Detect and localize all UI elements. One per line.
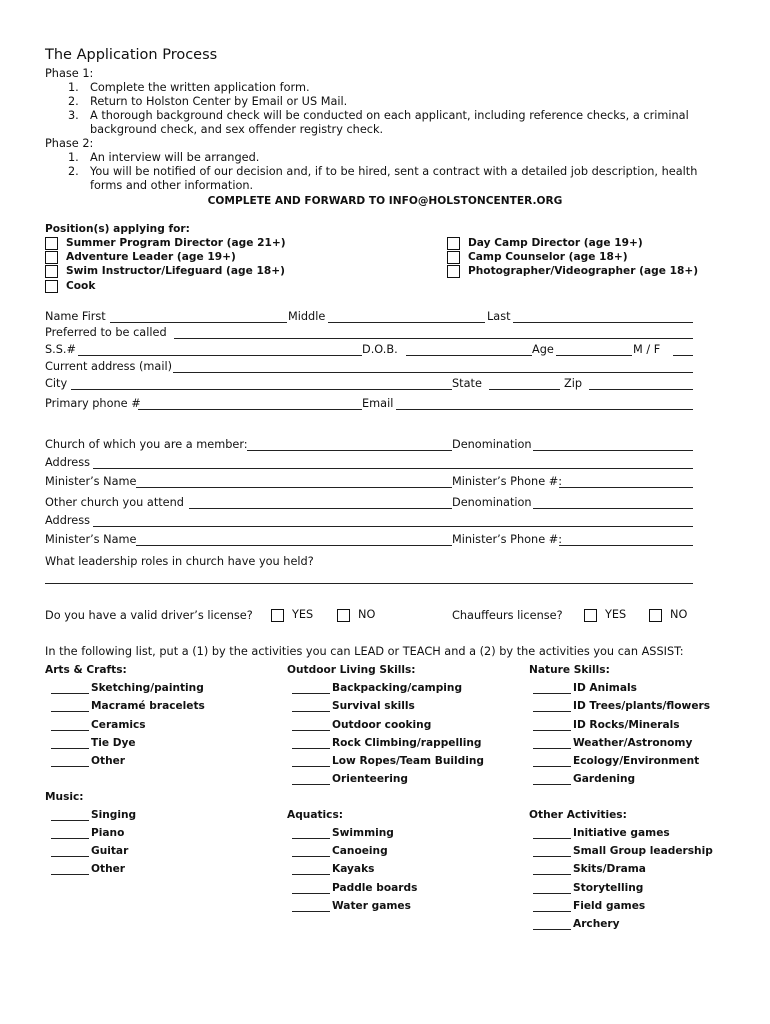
activity-label: Rock Climbing/rappelling — [332, 737, 482, 749]
activity-label: Piano — [91, 827, 125, 839]
blank-field[interactable] — [292, 828, 330, 839]
minister-name-label: Minister’s Name — [45, 475, 137, 488]
blank-field[interactable] — [533, 720, 571, 731]
activity-label: Low Ropes/Team Building — [332, 755, 484, 767]
activity-item[interactable] — [292, 754, 484, 768]
position-option-camp-counselor[interactable] — [447, 250, 628, 264]
activity-item[interactable] — [292, 862, 374, 876]
activity-label: Paddle boards — [332, 882, 418, 894]
activity-item[interactable] — [51, 844, 128, 858]
city-field[interactable] — [71, 389, 452, 390]
activity-item[interactable] — [51, 699, 205, 713]
blank-field[interactable] — [292, 883, 330, 894]
activity-item[interactable] — [533, 881, 643, 895]
activity-item[interactable] — [533, 772, 635, 786]
activity-label: Macramé bracelets — [91, 700, 205, 712]
activity-item[interactable] — [533, 736, 692, 750]
phase2-item-1-num: 1. — [68, 151, 79, 164]
checkbox[interactable] — [45, 251, 58, 264]
activity-label: Gardening — [573, 773, 636, 785]
positions-heading: Position(s) applying for: — [45, 223, 190, 235]
position-label: Day Camp Director (age 19+) — [468, 237, 643, 249]
drivers-license-question: Do you have a valid driver’s license? — [45, 609, 253, 622]
aquatics-heading: Aquatics: — [287, 809, 343, 821]
activity-item[interactable] — [51, 808, 136, 822]
blank-field[interactable] — [533, 846, 571, 857]
blank-field[interactable] — [51, 846, 89, 857]
phone-field[interactable] — [138, 409, 362, 410]
phase2-item-2-num: 2. — [68, 165, 79, 178]
last-name-field[interactable] — [513, 322, 693, 323]
checkbox[interactable] — [447, 265, 460, 278]
activity-item[interactable] — [292, 681, 462, 695]
checkbox[interactable] — [45, 265, 58, 278]
activity-item[interactable] — [533, 718, 680, 732]
no-label: NO — [358, 608, 376, 621]
blank-field[interactable] — [533, 864, 571, 875]
activity-label: Swimming — [332, 827, 394, 839]
activity-item[interactable] — [51, 681, 204, 695]
church-address2-field[interactable] — [93, 526, 693, 527]
activity-label: Ceramics — [91, 719, 146, 731]
minister-phone2-label: Minister’s Phone #: — [452, 533, 563, 546]
activity-label: Other — [91, 755, 126, 767]
activity-label: Skits/Drama — [573, 863, 646, 875]
activity-item[interactable] — [292, 826, 394, 840]
phase1-item-1-num: 1. — [68, 81, 79, 94]
activity-label: Initiative games — [573, 827, 670, 839]
blank-field[interactable] — [292, 774, 330, 785]
blank-field[interactable] — [51, 738, 89, 749]
activity-label: Ecology/Environment — [573, 755, 700, 767]
blank-field[interactable] — [292, 701, 330, 712]
activity-item[interactable] — [51, 718, 146, 732]
church-member-label: Church of which you are a member: — [45, 438, 248, 451]
drivers-license-no[interactable] — [337, 608, 375, 622]
activity-item[interactable] — [533, 862, 646, 876]
checkbox[interactable] — [649, 609, 662, 622]
activity-item[interactable] — [51, 826, 124, 840]
denomination-label: Denomination — [452, 438, 532, 451]
activity-item[interactable] — [51, 754, 125, 768]
last-label: Last — [487, 310, 511, 323]
middle-name-field[interactable] — [328, 322, 485, 323]
email-field[interactable] — [396, 409, 693, 410]
activity-item[interactable] — [533, 899, 645, 913]
city-label: City — [45, 377, 68, 390]
activity-label: Guitar — [91, 845, 129, 857]
blank-field[interactable] — [292, 738, 330, 749]
zip-label: Zip — [564, 377, 583, 390]
blank-field[interactable] — [533, 901, 571, 912]
sex-field[interactable] — [673, 355, 693, 356]
activity-label: Tie Dye — [91, 737, 136, 749]
church-address-label: Address — [45, 456, 90, 469]
blank-field[interactable] — [533, 883, 571, 894]
church-address-field[interactable] — [93, 468, 693, 469]
activity-label: Water games — [332, 900, 411, 912]
denomination2-label: Denomination — [452, 496, 532, 509]
page-title: The Application Process — [45, 47, 218, 63]
blank-field[interactable] — [533, 738, 571, 749]
position-label: Cook — [66, 280, 96, 292]
activity-label: Outdoor cooking — [332, 719, 432, 731]
phase1-item-2-num: 2. — [68, 95, 79, 108]
blank-field[interactable] — [533, 683, 571, 694]
middle-label: Middle — [288, 310, 326, 323]
activity-item[interactable] — [292, 718, 431, 732]
checkbox[interactable] — [447, 237, 460, 250]
no-label: NO — [670, 608, 688, 621]
activity-item[interactable] — [292, 881, 417, 895]
activity-label: ID Rocks/Minerals — [573, 719, 680, 731]
other-church-field[interactable] — [189, 508, 452, 509]
activity-item[interactable] — [533, 699, 710, 713]
position-label: Summer Program Director (age 21+) — [66, 237, 286, 249]
position-label: Swim Instructor/Lifeguard (age 18+) — [66, 265, 285, 277]
leadership-question: What leadership roles in church have you held? — [45, 555, 314, 568]
arts-heading: Arts & Crafts: — [45, 664, 127, 676]
activity-label: Storytelling — [573, 882, 644, 894]
position-option-adventure-leader[interactable] — [45, 250, 236, 264]
minister-name2-field[interactable] — [136, 545, 452, 546]
activity-item[interactable] — [533, 681, 637, 695]
activity-item[interactable] — [292, 699, 415, 713]
activity-item[interactable] — [292, 736, 481, 750]
activity-item[interactable] — [292, 844, 388, 858]
preferred-label: Preferred to be called — [45, 326, 167, 339]
blank-field[interactable] — [292, 901, 330, 912]
blank-field[interactable] — [51, 828, 89, 839]
blank-field[interactable] — [533, 756, 571, 767]
leadership-answer-field[interactable] — [45, 583, 693, 584]
activity-label: Weather/Astronomy — [573, 737, 693, 749]
activity-label: Singing — [91, 809, 137, 821]
checkbox[interactable] — [584, 609, 597, 622]
position-label: Camp Counselor (age 18+) — [468, 251, 628, 263]
blank-field[interactable] — [533, 774, 571, 785]
blank-field[interactable] — [51, 756, 89, 767]
activity-label: Canoeing — [332, 845, 388, 857]
church-address2-label: Address — [45, 514, 90, 527]
name-first-field[interactable] — [110, 322, 287, 323]
phase1-label: Phase 1: — [45, 67, 94, 80]
minister-phone2-field[interactable] — [559, 545, 693, 546]
phase2-item-2-cont: forms and other information. — [90, 179, 254, 192]
activity-label: Sketching/painting — [91, 682, 204, 694]
phase1-item-3: A thorough background check will be conducted on each applicant, including reference checks, a criminal — [90, 109, 689, 122]
phase1-item-3-cont: background check, and sex offender registry check. — [90, 123, 384, 136]
denomination2-field[interactable] — [533, 508, 693, 509]
phase1-item-2: Return to Holston Center by Email or US Mail. — [90, 95, 348, 108]
yes-label: YES — [605, 608, 627, 621]
checkbox[interactable] — [45, 237, 58, 250]
position-label: Photographer/Videographer (age 18+) — [468, 265, 699, 277]
blank-field[interactable] — [533, 828, 571, 839]
drivers-license-yes[interactable] — [271, 608, 313, 622]
activity-label: ID Animals — [573, 682, 637, 694]
music-heading: Music: — [45, 791, 84, 803]
activity-item[interactable] — [51, 736, 136, 750]
chauffeur-license-yes[interactable] — [584, 608, 626, 622]
activity-label: Archery — [573, 918, 620, 930]
activity-item[interactable] — [533, 917, 620, 931]
minister-phone-label: Minister’s Phone #: — [452, 475, 563, 488]
state-label: State — [452, 377, 482, 390]
chauffeur-license-no[interactable] — [649, 608, 687, 622]
dob-label: D.O.B. — [362, 343, 398, 356]
minister-name-field[interactable] — [136, 487, 452, 488]
minister-phone-field[interactable] — [559, 487, 693, 488]
blank-field[interactable] — [51, 810, 89, 821]
activity-label: ID Trees/plants/flowers — [573, 700, 711, 712]
position-option-day-camp-director[interactable] — [447, 236, 643, 250]
preferred-name-field[interactable] — [174, 338, 693, 339]
address-label: Current address (mail) — [45, 360, 173, 373]
yes-label: YES — [292, 608, 314, 621]
ssn-field[interactable] — [78, 355, 362, 356]
activity-label: Other — [91, 863, 126, 875]
phase2-item-2: You will be notified of our decision and, if to be hired, sent a contract with a detailed job description, health — [90, 165, 698, 178]
activity-label: Kayaks — [332, 863, 375, 875]
zip-field[interactable] — [589, 389, 693, 390]
phase2-item-1: An interview will be arranged. — [90, 151, 260, 164]
position-option-cook[interactable] — [45, 279, 95, 293]
other-activities-heading: Other Activities: — [529, 809, 627, 821]
blank-field[interactable] — [533, 919, 571, 930]
dob-field[interactable] — [406, 355, 532, 356]
checkbox[interactable] — [337, 609, 350, 622]
activity-item[interactable] — [51, 862, 125, 876]
checkbox[interactable] — [447, 251, 460, 264]
phase2-label: Phase 2: — [45, 137, 94, 150]
name-first-label: Name First — [45, 310, 106, 323]
blank-field[interactable] — [292, 720, 330, 731]
activity-label: Orienteering — [332, 773, 409, 785]
position-option-summer-director[interactable] — [45, 236, 286, 250]
activity-item[interactable] — [533, 844, 713, 858]
phone-label: Primary phone # — [45, 397, 141, 410]
blank-field[interactable] — [292, 756, 330, 767]
checkbox[interactable] — [271, 609, 284, 622]
forward-notice: COMPLETE AND FORWARD TO INFO@HOLSTONCENTER.ORG — [207, 195, 563, 207]
blank-field[interactable] — [51, 864, 89, 875]
outdoor-heading: Outdoor Living Skills: — [287, 664, 416, 676]
activity-label: Survival skills — [332, 700, 415, 712]
church-member-field[interactable] — [247, 450, 452, 451]
chauffeur-license-question: Chauffeurs license? — [452, 609, 563, 622]
nature-heading: Nature Skills: — [529, 664, 610, 676]
blank-field[interactable] — [51, 701, 89, 712]
email-label: Email — [362, 397, 394, 410]
blank-field[interactable] — [533, 701, 571, 712]
age-label: Age — [532, 343, 554, 356]
activity-item[interactable] — [292, 772, 408, 786]
denomination-field[interactable] — [533, 450, 693, 451]
phase1-item-3-num: 3. — [68, 109, 79, 122]
position-label: Adventure Leader (age 19+) — [66, 251, 236, 263]
blank-field[interactable] — [292, 846, 330, 857]
ssn-label: S.S.# — [45, 343, 76, 356]
activity-item[interactable] — [533, 826, 670, 840]
blank-field[interactable] — [51, 683, 89, 694]
position-option-swim-instructor[interactable] — [45, 264, 285, 278]
other-church-label: Other church you attend — [45, 496, 184, 509]
sex-label: M / F — [633, 343, 661, 356]
blank-field[interactable] — [292, 683, 330, 694]
activity-label: Small Group leadership — [573, 845, 713, 857]
blank-field[interactable] — [51, 720, 89, 731]
state-field[interactable] — [489, 389, 560, 390]
activity-label: Backpacking/camping — [332, 682, 463, 694]
checkbox[interactable] — [45, 280, 58, 293]
activity-item[interactable] — [292, 899, 411, 913]
blank-field[interactable] — [292, 864, 330, 875]
address-field[interactable] — [173, 372, 693, 373]
phase1-item-1: Complete the written application form. — [90, 81, 310, 94]
activities-instructions: In the following list, put a (1) by the activities you can LEAD or TEACH and a (2) by the activities you can ASSIST: — [45, 645, 684, 658]
minister-name2-label: Minister’s Name — [45, 533, 137, 546]
age-field[interactable] — [556, 355, 632, 356]
position-option-photographer[interactable] — [447, 264, 698, 278]
activity-label: Field games — [573, 900, 646, 912]
activity-item[interactable] — [533, 754, 699, 768]
